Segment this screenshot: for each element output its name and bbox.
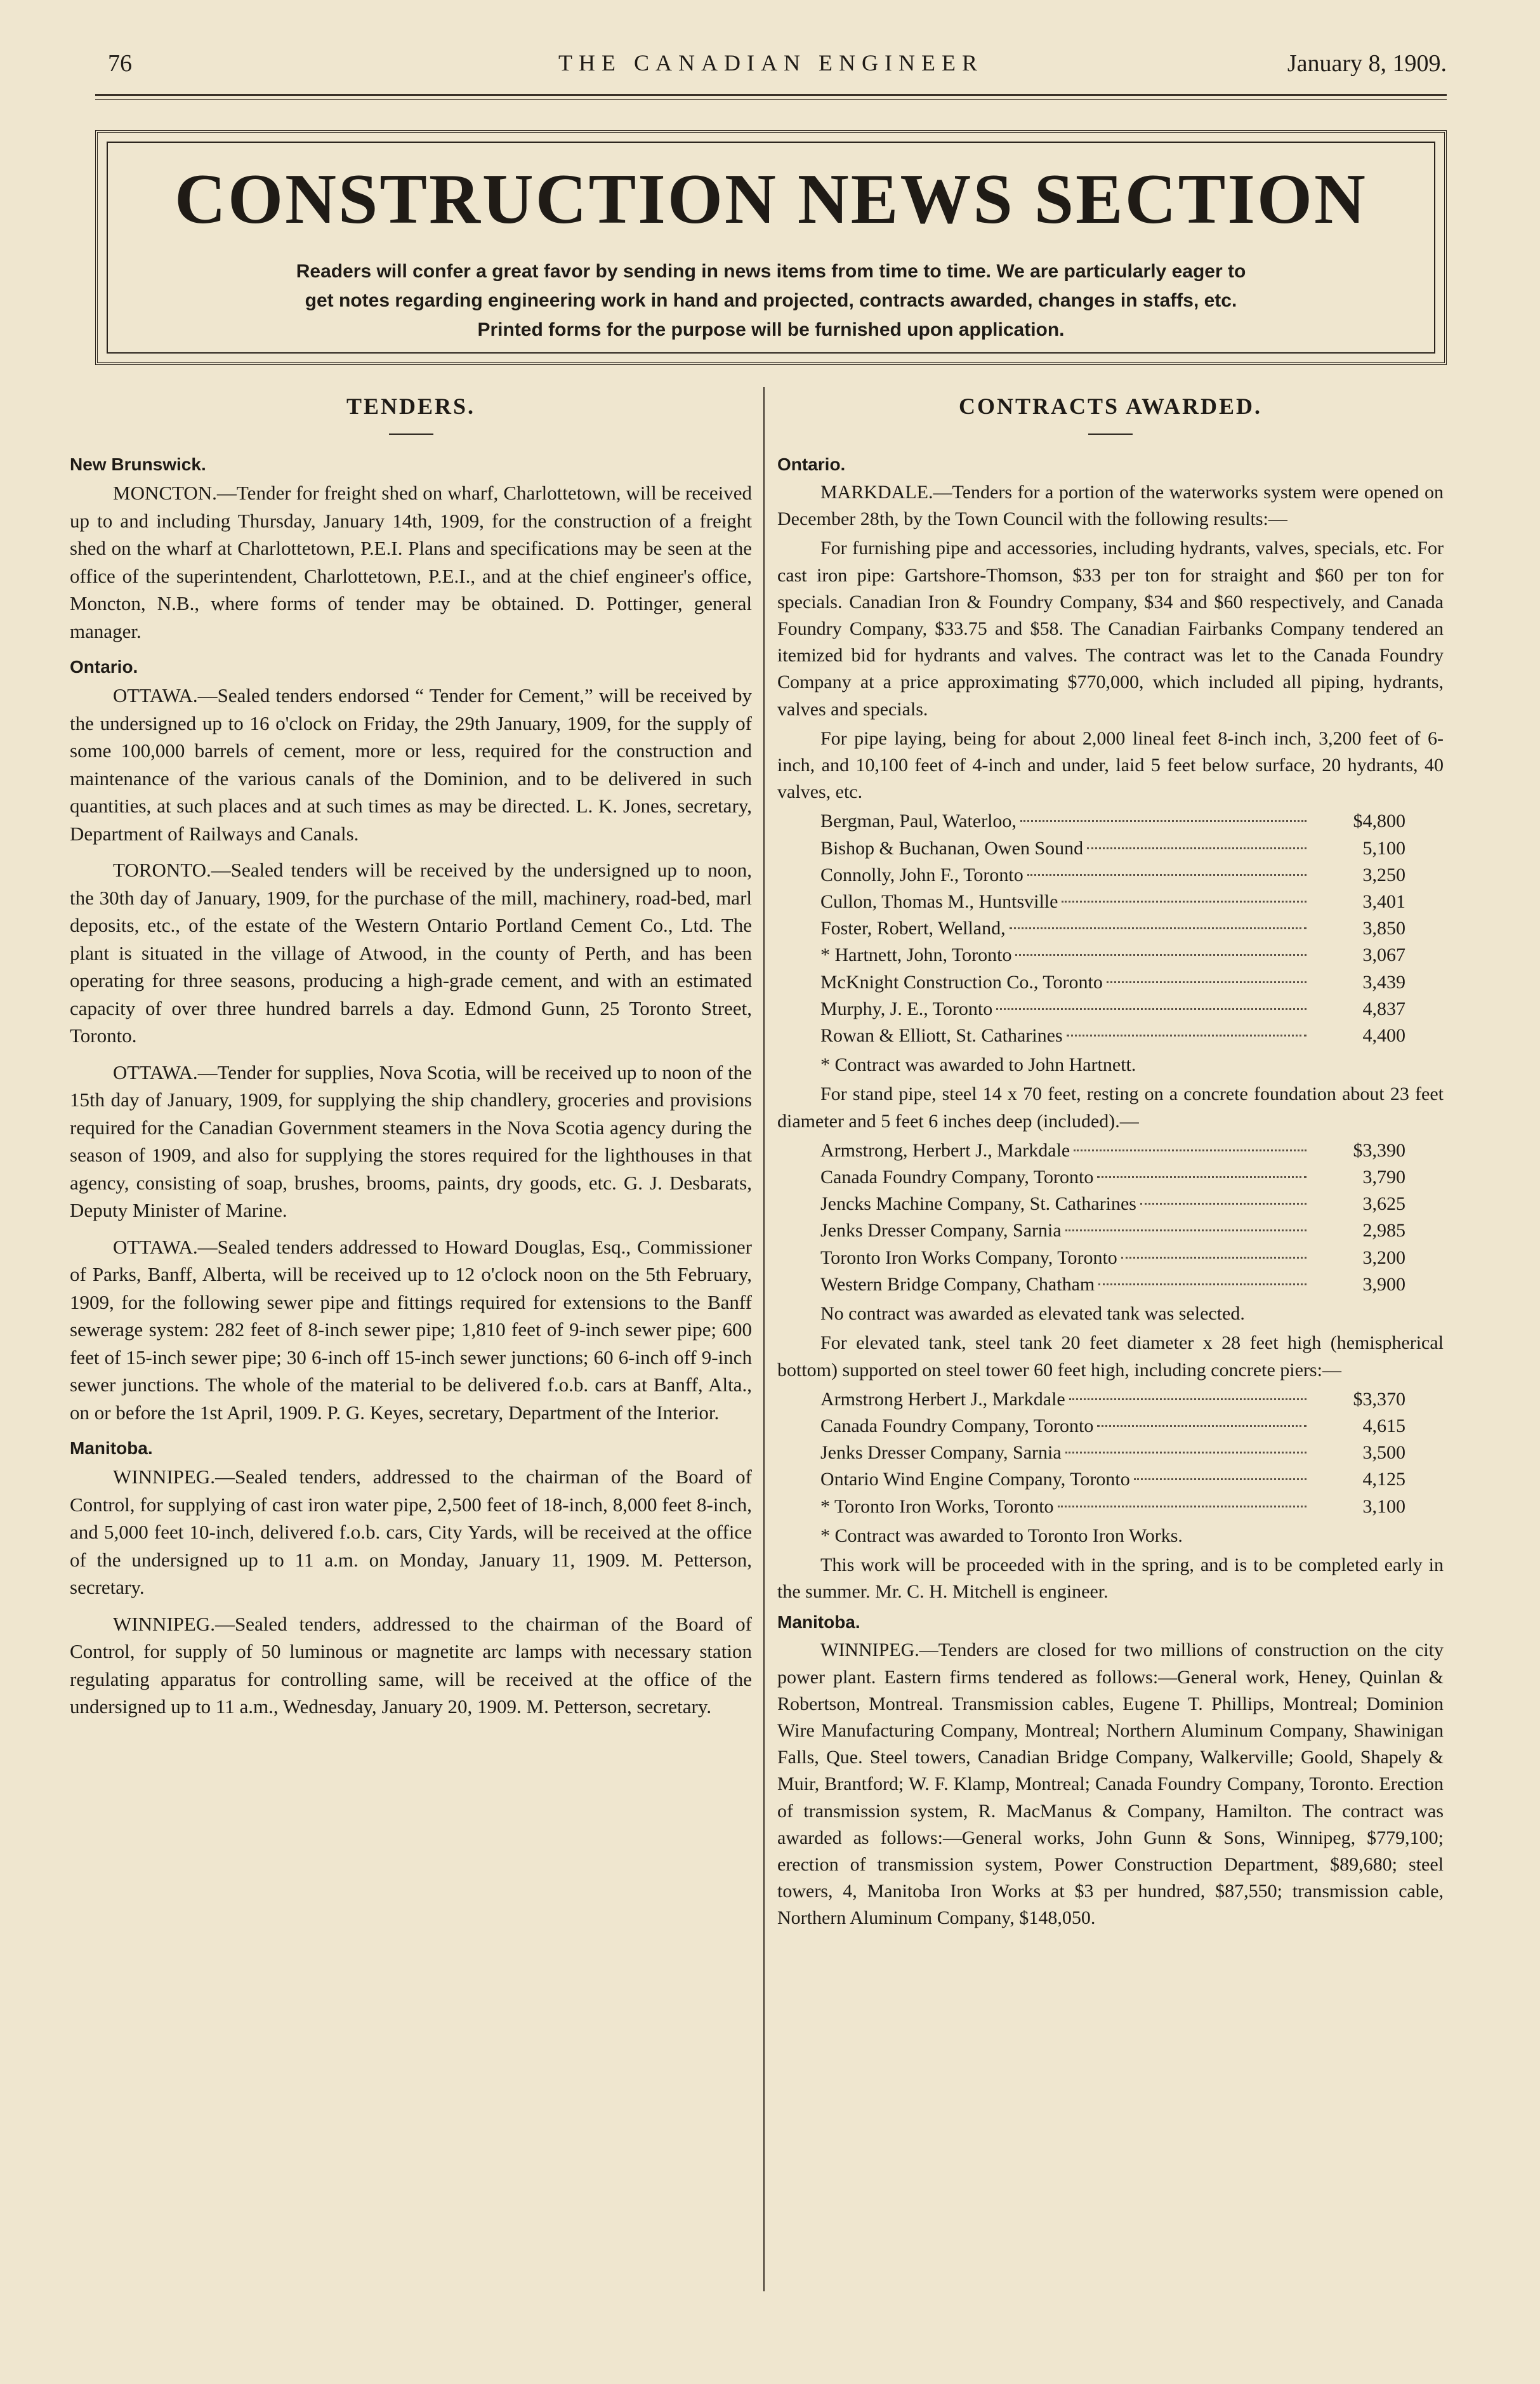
elevated-tank-bids bbox=[777, 1386, 1444, 1520]
contract-elevated-tank: For elevated tank, steel tank 20 feet diameter x 28 feet high (hemispherical bottom) supported on steel tower 60 feet high, including concrete piers:— bbox=[777, 1332, 1444, 1381]
tender-ottawa-cement: OTTAWA.—Sealed tenders endorsed “ Tender for Cement,” will be received by the undersigned up to 16 o'clock on Friday, the 29th January, 1909, for the supply of some 100,000 barrels of cement, more or less, required for the construction and maintenance of the various canals of the Dominion, and to be delivered in such quantities, at such places and at such times as may be directed. L. K. Jones, secretary, Department of Railways and Canals. bbox=[70, 684, 752, 845]
dot-leader bbox=[996, 1008, 1306, 1010]
dot-leader bbox=[1027, 874, 1306, 876]
bid-entry bbox=[820, 1245, 1444, 1271]
bidder-name: McKnight Construction Co., Toronto bbox=[820, 971, 1103, 993]
bid-entry bbox=[820, 808, 1444, 835]
column-divider bbox=[763, 387, 765, 2291]
bid-entry bbox=[820, 1386, 1444, 1413]
heading-rule bbox=[389, 434, 433, 435]
notice-line-3: Printed forms for the purpose will be furnished upon application. bbox=[477, 319, 1065, 340]
page-number: 76 bbox=[108, 50, 132, 77]
contract-closing: This work will be proceeded with in the spring, and is to be completed early in the summer. Mr. C. H. Mitchell is engineer. bbox=[777, 1554, 1444, 1603]
elevated-tank-note: * Contract was awarded to Toronto Iron Works. bbox=[820, 1525, 1183, 1546]
region-heading: Ontario. bbox=[777, 454, 846, 474]
bid-amount: 3,250 bbox=[1362, 864, 1405, 885]
bid-entry bbox=[820, 1271, 1444, 1298]
header-rule bbox=[95, 94, 1447, 96]
bid-amount: 2,985 bbox=[1362, 1220, 1405, 1242]
bid-amount: $4,800 bbox=[1353, 811, 1405, 832]
bid-amount: 3,200 bbox=[1362, 1247, 1405, 1268]
bid-amount: 3,850 bbox=[1362, 918, 1405, 939]
bid-entry bbox=[820, 889, 1444, 915]
bid-entry bbox=[820, 969, 1444, 996]
bid-amount: 5,100 bbox=[1362, 837, 1405, 859]
bid-entry bbox=[820, 1440, 1444, 1466]
bid-entry bbox=[820, 942, 1444, 969]
bid-entry bbox=[820, 1466, 1444, 1493]
bidder-name: Jenks Dresser Company, Sarnia bbox=[820, 1442, 1062, 1464]
bid-amount: 4,125 bbox=[1362, 1469, 1405, 1490]
bid-amount: 3,500 bbox=[1362, 1442, 1405, 1464]
bid-amount: 3,067 bbox=[1362, 944, 1405, 966]
bid-entry bbox=[820, 1217, 1444, 1244]
dot-leader bbox=[1015, 954, 1306, 956]
tenders-column bbox=[70, 390, 752, 1730]
tender-winnipeg-pipe: WINNIPEG.—Sealed tenders, addressed to the chairman of the Board of Control, for supplying of cast iron water pipe, 2,500 feet of 18-inch, 8,000 feet 8-inch, and 5,000 feet 10-inch, delivered f.o.b. cars, City Yards, will be received at the office of the undersigned up to 11 a.m. on Monday, January 11, 1909. M. Petterson, secretary. bbox=[70, 1466, 752, 1598]
region-heading: Ontario. bbox=[70, 657, 138, 677]
tender-moncton: MONCTON.—Tender for freight shed on wharf, Charlottetown, will be received up to and including Thursday, January 14th, 1909, for the construction of a freight shed on the wharf at Charlottetown, P.E.I. Plans and specifications may be seen at the office of the superintendent, Charlottetown, P.E.I., and at the chief engineer's office, Moncton, N.B., where forms of tender may be obtained. D. Pottinger, general manager. bbox=[70, 482, 752, 642]
bid-amount: 3,900 bbox=[1362, 1273, 1405, 1295]
bidder-name: * Toronto Iron Works, Toronto bbox=[820, 1495, 1054, 1517]
bid-entry bbox=[820, 1164, 1444, 1191]
pipe-laying-bids bbox=[777, 808, 1444, 1049]
banner-notice bbox=[159, 257, 1383, 345]
bid-amount: 3,439 bbox=[1362, 971, 1405, 993]
dot-leader bbox=[1074, 1149, 1306, 1151]
region-heading: Manitoba. bbox=[70, 1438, 153, 1458]
publication-title: THE CANADIAN ENGINEER bbox=[558, 50, 984, 76]
tenders-heading: TENDERS. bbox=[346, 394, 476, 419]
bid-entry bbox=[820, 835, 1444, 862]
bid-amount: 3,100 bbox=[1362, 1495, 1405, 1517]
dot-leader bbox=[1134, 1478, 1306, 1480]
bid-amount: 4,400 bbox=[1362, 1025, 1405, 1047]
bidder-name: Jenks Dresser Company, Sarnia bbox=[820, 1220, 1062, 1242]
dot-leader bbox=[1121, 1257, 1306, 1259]
bidder-name: Jencks Machine Company, St. Catharines bbox=[820, 1193, 1136, 1215]
bidder-name: Canada Foundry Company, Toronto bbox=[820, 1167, 1094, 1188]
bidder-name: Western Bridge Company, Chatham bbox=[820, 1273, 1095, 1295]
heading-rule bbox=[1088, 434, 1133, 435]
tender-ottawa-supplies: OTTAWA.—Tender for supplies, Nova Scotia, will be received up to noon of the 15th day of January, 1909, for supplying the ship chandlery, groceries and provisions required for the Canadian Government steamers in the Nova Scotia agency during the season of 1909, and also for supplying the stores required for the lighthouses in that agency, consisting of soap, brushes, brooms, paints, dry goods, etc. G. J. Desbarats, Deputy Minister of Marine. bbox=[70, 1061, 752, 1221]
stand-pipe-bids bbox=[777, 1137, 1444, 1298]
contract-stand-pipe: For stand pipe, steel 14 x 70 feet, resting on a concrete foundation about 23 feet diameter and 5 feet 6 inches deep (included).— bbox=[777, 1083, 1444, 1132]
contract-pipe-laying: For pipe laying, being for about 2,000 lineal feet 8-inch inch, 3,200 feet of 6-inch, and 10,100 feet of 4-inch and under, laid 5 feet below surface, 20 hydrants, 40 valves, etc. bbox=[777, 727, 1444, 803]
issue-date: January 8, 1909. bbox=[1287, 50, 1447, 77]
bidder-name: Murphy, J. E., Toronto bbox=[820, 998, 993, 1019]
banner-frame bbox=[107, 142, 1435, 354]
dot-leader bbox=[1058, 1506, 1306, 1507]
stand-pipe-note: No contract was awarded as elevated tank was selected. bbox=[820, 1303, 1245, 1325]
contracts-column bbox=[777, 390, 1444, 1935]
dot-leader bbox=[1067, 1035, 1306, 1036]
notice-line-2: get notes regarding engineering work in hand and projected, contracts awarded, changes in staffs, etc. bbox=[305, 290, 1237, 311]
bid-entry bbox=[820, 915, 1444, 942]
tender-toronto-mill: TORONTO.—Sealed tenders will be received by the undersigned up to noon, the 30th day of January, 1909, for the purchase of the mill, machinery, road-bed, marl deposits, etc., of the estate of the Western Ontario Portland Cement Co., Ltd. The plant is situated in the village of Atwood, in the county of Perth, and has been operating for three seasons, producing a high-grade cement, and with an estimated capacity of over three hundred barrels a day. Edmond Gunn, 25 Toronto Street, Toronto. bbox=[70, 859, 752, 1047]
bidder-name: Bergman, Paul, Waterloo, bbox=[820, 811, 1017, 832]
bid-entry bbox=[820, 996, 1444, 1023]
section-title: CONSTRUCTION NEWS SECTION bbox=[174, 160, 1367, 239]
dot-leader bbox=[1010, 927, 1306, 929]
dot-leader bbox=[1140, 1203, 1306, 1205]
contract-markdale-pipe: For furnishing pipe and accessories, including hydrants, valves, specials, etc. For cast iron pipe: Gartshore-Thomson, $33 per ton for straight and $60 per ton for specials. Canadian Iron & Foundry Company, $34 and $60 respectively, and Canada Foundry Company, $33.75 and $58. The Canadian Fairbanks Company tendered an itemized bid for hydrants and valves. The contract was let to the Canada Foundry Company at a price approximating $770,000, which included all piping, hydrants, valves and specials. bbox=[777, 538, 1444, 720]
dot-leader bbox=[1065, 1452, 1306, 1454]
contract-winnipeg: WINNIPEG.—Tenders are closed for two millions of construction on the city power plant. Eastern firms tendered as follows:—General work, Heney, Quinlan & Robertson, Montreal. Transmission cables, Eugene T. Phillips, Montreal; Dominion Wire Manufacturing Company, Montreal; Northern Aluminum Company, Shawinigan Falls, Que. Steel towers, Canadian Bridge Company, Walkerville; Goold, Shapely & Muir, Brantford; W. F. Klamp, Montreal; Canada Foundry Company, Toronto. Erection of transmission system, R. MacManus & Company, Hamilton. The contract was awarded as follows:—General works, John Gunn & Sons, Winnipeg, $779,100; erection of transmission system, Power Construction Department, $89,680; steel towers, 4, Manitoba Iron Works at $3 per hundred, $87,550; transmission cable, Northern Aluminum Company, $148,050. bbox=[777, 1639, 1444, 1929]
region-heading: New Brunswick. bbox=[70, 454, 206, 474]
dot-leader bbox=[1087, 847, 1306, 849]
contracts-heading: CONTRACTS AWARDED. bbox=[958, 394, 1263, 419]
bid-entry bbox=[820, 1493, 1444, 1520]
section-banner bbox=[95, 130, 1447, 365]
bidder-name: Toronto Iron Works Company, Toronto bbox=[820, 1247, 1117, 1268]
tender-winnipeg-lamps: WINNIPEG.—Sealed tenders, addressed to the chairman of the Board of Control, for supply of 50 luminous or magnetite arc lamps with necessary station regulating apparatus for controlling same, will be received at the office of the undersigned up to 11 a.m., Wednesday, January 20, 1909. M. Petterson, secretary. bbox=[70, 1612, 752, 1718]
bid-entry bbox=[820, 862, 1444, 889]
dot-leader bbox=[1020, 820, 1306, 822]
bid-amount: $3,390 bbox=[1353, 1139, 1405, 1161]
bid-amount: 3,625 bbox=[1362, 1193, 1405, 1215]
bidder-name: Foster, Robert, Welland, bbox=[820, 918, 1006, 939]
bid-amount: 4,615 bbox=[1362, 1415, 1405, 1436]
dot-leader bbox=[1065, 1229, 1306, 1231]
page-header bbox=[95, 50, 1447, 94]
bid-entry bbox=[820, 1023, 1444, 1049]
header-rule-thin bbox=[95, 99, 1447, 100]
dot-leader bbox=[1062, 901, 1306, 903]
region-heading: Manitoba. bbox=[777, 1612, 860, 1632]
tender-ottawa-sewer: OTTAWA.—Sealed tenders addressed to Howard Douglas, Esq., Commissioner of Parks, Banff, Alberta, will be received up to 12 o'clock noon on the 5th February, 1909, for the following sewer pipe and fittings required for extensions to the Banff sewerage system: 282 feet of 8-inch sewer pipe; 1,810 feet of 9-inch sewer pipe; 600 feet of 15-inch sewer pipe; 30 6-inch off 15-inch sewer junctions; 60 6-inch off 9-inch sewer junctions. The whole of the material to be delivered f.o.b. cars at Banff, Alta., on or before the 1st April, 1909. P. G. Keyes, secretary, Department of the Interior. bbox=[70, 1235, 752, 1424]
bidder-name: Armstrong Herbert J., Markdale bbox=[820, 1388, 1065, 1410]
dot-leader bbox=[1097, 1176, 1306, 1178]
bidder-name: Cullon, Thomas M., Huntsville bbox=[820, 891, 1058, 913]
dot-leader bbox=[1069, 1398, 1306, 1400]
bidder-name: Bishop & Buchanan, Owen Sound bbox=[820, 837, 1084, 859]
bidder-name: Connolly, John F., Toronto bbox=[820, 864, 1023, 885]
notice-line-1: Readers will confer a great favor by sending in news items from time to time. We are particularly eager to bbox=[296, 261, 1246, 282]
pipe-laying-note: * Contract was awarded to John Hartnett. bbox=[820, 1054, 1136, 1076]
dot-leader bbox=[1098, 1283, 1306, 1285]
bidder-name: Armstrong, Herbert J., Markdale bbox=[820, 1139, 1070, 1161]
bid-entry bbox=[820, 1137, 1444, 1164]
bid-entry bbox=[820, 1191, 1444, 1217]
bidder-name: Rowan & Elliott, St. Catharines bbox=[820, 1025, 1063, 1047]
bid-amount: $3,370 bbox=[1353, 1388, 1405, 1410]
dot-leader bbox=[1107, 981, 1306, 983]
bid-amount: 3,790 bbox=[1362, 1167, 1405, 1188]
bidder-name: Canada Foundry Company, Toronto bbox=[820, 1415, 1094, 1436]
bidder-name: * Hartnett, John, Toronto bbox=[820, 944, 1012, 966]
dot-leader bbox=[1097, 1425, 1306, 1427]
bidder-name: Ontario Wind Engine Company, Toronto bbox=[820, 1469, 1130, 1490]
bid-amount: 4,837 bbox=[1362, 998, 1405, 1019]
bid-amount: 3,401 bbox=[1362, 891, 1405, 913]
bid-entry bbox=[820, 1413, 1444, 1440]
contract-markdale-intro: MARKDALE.—Tenders for a portion of the waterworks system were opened on December 28th, by the Town Council with the following results:— bbox=[777, 482, 1444, 530]
